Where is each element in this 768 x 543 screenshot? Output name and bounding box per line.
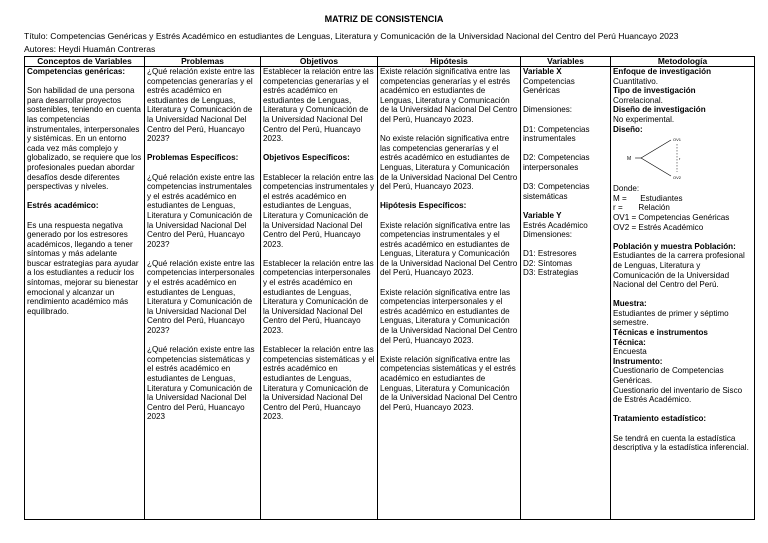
muestra-value: Estudiantes de primer y séptimo semestre. [613,308,729,328]
diseno-investigacion-title: Diseño de investigación [613,105,706,115]
problema-general: ¿Qué relación existe entre las competencias generarías y el estrés académico en estudiantes de Lenguas, Literatura y Comunicación de la Universidad Nacional Del Centro del Perú, Huancayo 2023? [147,67,255,144]
dimension-x-2: D2: Competencias interpersonales [523,153,590,172]
cell-variables [521,67,611,520]
objetivo-especifico-3: Establecer la relación entre las competencias sistemáticas y el estrés académico en estudiantes de Lenguas, Literatura y Comunicación de la Universidad Nacional Del Centro del Perú, Huancayo 2023. [263,345,375,422]
dimension-x-3: D3: Competencias sistemáticas [523,182,590,201]
tecnica-title: Técnica: [613,337,646,347]
authors-line: Autores: Heydi Huamán Contreras [24,44,156,54]
diseno-title: Diseño: [613,124,643,134]
problemas-especificos-title: Problemas Específicos: [147,153,239,163]
diagram-m-label: M [627,156,632,163]
legend-r: r = Relación [613,203,670,213]
cell-hipotesis [378,67,521,520]
var1-definition: Son habilidad de una persona para desarrollar proyectos sostenibles, teniendo en cuenta las competencias instrumentales, interpersonales y sistémicas. En un entorno cada vez más complejo y globalizado, se requiere que los profesionales puedan abordar desafíos desde diferentes perspectivas y niveles. [27,86,142,192]
diseno-investigacion-value: No experimental. [613,114,675,124]
tratamiento-title: Tratamiento estadístico: [613,414,707,424]
problema-especifico-3: ¿Qué relación existe entre las competencias sistemáticas y el estrés académico en estudiantes de Lenguas, Literatura y Comunicación de la Universidad Nacional Del Centro del Perú, Huancayo 2023 [147,345,255,422]
objetivo-especifico-2: Establecer la relación entre las competencias interpersonales y el estrés académico en estudiantes de Lenguas, Literatura y Comunicación de la Universidad Nacional Del Centro del Perú, Huancayo 2023. [263,258,374,336]
header-problemas: Problemas [145,57,261,67]
header-objetivos: Objetivos [261,57,378,67]
var2-title: Estrés académico: [27,201,99,211]
objetivo-especifico-1: Establecer la relación entre las competencias instrumentales y el estrés académico en estudiantes de Lenguas, Literatura y Comunicación de la Universidad Nacional Del Centro del Perú, Huancayo 2023. [263,172,375,249]
header-conceptos: Conceptos de Variables [25,57,145,67]
var2-definition: Es una respuesta negativa generado por los estresores académicos, llegando a tener síntomas y más adelante buscar estrategias para ayudar a los estudiantes a reducir los síntomas, mejorar su bienestar emocional y alcanzar un rendimiento académico más equilibrado. [27,220,139,316]
header-variables: Variables [521,57,611,67]
cell-metodologia [611,67,755,520]
poblacion-value: Estudiantes de la carrera profesional de Lenguas, Literatura y Comunicación de la Universidad Nacional del Centro del Perú. [613,251,745,290]
diagram-ov2-label: OV2 [673,175,682,181]
variable-y-name: Estrés Académico [523,220,588,230]
tecnicas-title: Técnicas e instrumentos [613,328,708,338]
tecnica-value: Encuesta [613,347,647,357]
instrumento-1: Cuestionario de Competencias Genéricas. [613,366,724,386]
tipo-value: Correlacional. [613,95,663,105]
legend-ov2: OV2 = Estrés Académico [613,222,704,232]
hipotesis-especifica-2: Existe relación significativa entre las competencias interpersonales y el estrés académico en estudiantes de Lenguas, Literatura y Comunicación de la Universidad Nacional Del Centro del Perú, Huancayo 2023. [380,287,518,345]
objetivo-general: Establecer la relación entre las competencias generarías y el estrés académico en estudiantes de Lenguas, Literatura y Comunicación de la Universidad Nacional Del Centro del Perú, Huancayo 2023. [263,67,374,144]
variable-y-title: Variable Y [523,210,562,220]
problema-especifico-2: ¿Qué relación existe entre las competencias interpersonales y el estrés académico en estudiantes de Lenguas, Literatura y Comunicación de la Universidad Nacional Del Centro del Perú, Huancayo 2023? [147,258,255,336]
cell-problemas [145,67,261,520]
consistency-matrix-table [24,56,755,520]
objetivos-especificos-title: Objetivos Específicos: [263,153,350,163]
tipo-title: Tipo de investigación [613,86,696,96]
diagram-r-label: r [679,156,681,162]
cell-conceptos [25,67,145,520]
hipotesis-nula: No existe relación significativa entre las competencias generarías y el estrés académico en estudiantes de Lenguas, Literatura y Comunicación de la Universidad Nacional Del Centro del Perú, Huancayo 2023. [380,134,518,192]
enfoque-title: Enfoque de investigación [613,67,712,76]
dimensiones-label: Dimensiones: [523,105,573,115]
hipotesis-especifica-3: Existe relación significativa entre las competencias sistemáticas y el estrés académico en estudiantes de Lenguas, Literatura y Comunicación de la Universidad Nacional Del Centro del Perú, Huancayo 2023. [380,354,518,412]
y-dimensiones-label: Dimensiones: [523,230,573,240]
hipotesis-especificos-title: Hipótesis Específicos: [380,201,467,211]
diagram-ov1-arrow [641,140,671,158]
diagram-ov1-label: OV1 [673,137,682,143]
variable-x-title: Variable X [523,67,562,76]
muestra-title: Muestra: [613,299,647,309]
document-title: MATRIZ DE CONSISTENCIA [324,14,444,24]
diagram-ov2-arrow [641,158,671,176]
header-metodologia: Metodología [611,57,755,67]
hipotesis-especifica-1: Existe relación significativa entre las competencias instrumentales y el estrés académico en estudiantes de Lenguas, Literatura y Comunicación de la Universidad Nacional Del Centro del Perú, Huancayo 2023. [380,220,518,278]
var1-title: Competencias genéricas: [27,67,126,76]
table-header-row [25,57,755,67]
dimension-y-2: D2: Síntomas [523,258,573,268]
poblacion-title: Población y muestra Población: [613,241,736,251]
dimension-y-1: D1: Estresores [523,249,577,259]
cell-objetivos [261,67,378,520]
enfoque-value: Cuantitativo. [613,76,658,86]
instrumento-2: Cuestionario del inventario de Sisco de Estrés Académico. [613,385,743,405]
correlational-design-diagram [619,134,701,180]
instrumento-title: Instrumento: [613,356,663,366]
dimension-y-3: D3: Estrategias [523,268,579,278]
header-hipotesis: Hipótesis [378,57,521,67]
table-row [25,67,755,520]
hipotesis-alterna: Existe relación significativa entre las competencias generarías y el estrés académico en estudiantes de Lenguas, Literatura y Comunicación de la Universidad Nacional Del Centro del Perú, Huancayo 2023. [380,67,518,124]
problema-especifico-1: ¿Qué relación existe entre las competencias instrumentales y el estrés académico en estudiantes de Lenguas, Literatura y Comunicación de la Universidad Nacional Del Centro del Perú, Huancayo 2023? [147,172,255,249]
variable-x-name: Competencias Genéricas [523,76,575,96]
legend-m: M = Estudiantes [613,193,683,203]
tratamiento-value: Se tendrá en cuenta la estadística descriptiva y la estadística inferencial. [613,433,749,453]
dimension-x-1: D1: Competencias instrumentales [523,124,590,144]
thesis-title-line: Título: Competencias Genéricas y Estrés Académico en estudiantes de Lenguas, Literatura y Comunicación de la Universidad Nacional del Centro del Perú Huancayo 2023 [24,31,679,41]
legend-ov1: OV1 = Competencias Genéricas [613,212,730,222]
donde-label: Donde: [613,184,640,194]
